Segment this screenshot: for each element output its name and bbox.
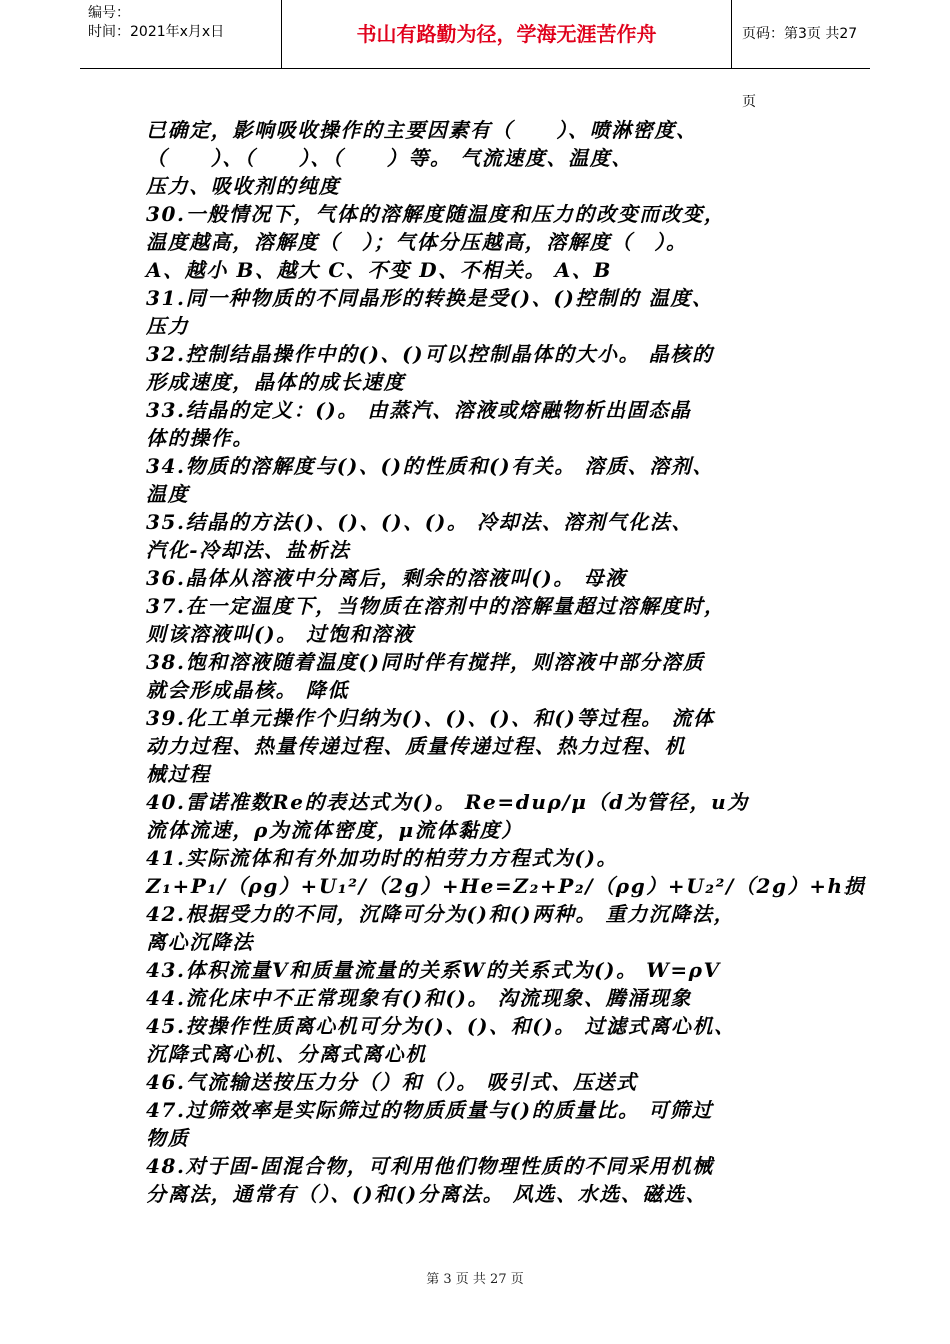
- text-line: 温度: [146, 482, 190, 506]
- text-line: 温度越高，溶解度（ ）；气体分压越高，溶解度（ ）。: [146, 230, 688, 254]
- formula-line: Z₁+P₁/（ρg）+U₁²/（2g）+He=Z₂+P₂/（ρg）+U₂²/（2g）+h损: [146, 874, 866, 898]
- text-line: 离心沉降法: [146, 930, 254, 954]
- text-line: 37.在一定温度下，当物质在溶剂中的溶解量超过溶解度时，: [146, 594, 726, 618]
- text-line: 械过程: [146, 762, 211, 786]
- text-line: 30.一般情况下，气体的溶解度随温度和压力的改变而改变，: [146, 202, 726, 226]
- text-line: 就会形成晶核。 降低: [146, 678, 349, 702]
- text-line: 48.对于固-固混合物，可利用他们物理性质的不同采用机械: [146, 1154, 714, 1178]
- text-line: 32.控制结晶操作中的()、()可以控制晶体的大小。 晶核的: [146, 342, 714, 366]
- page-header: [80, 0, 870, 110]
- text-line: 40.雷诺准数Re的表达式为()。 Re=duρ/μ（d为管径，u为: [146, 790, 749, 814]
- text-line: 体的操作。: [146, 426, 254, 450]
- text-line: 46.气流输送按压力分（）和（）。 吸引式、压送式: [146, 1070, 638, 1094]
- text-line: 43.体积流量V和质量流量的关系W的关系式为()。 W=ρV: [146, 958, 721, 982]
- text-line: 41.实际流体和有外加功时的柏劳力方程式为()。: [146, 846, 619, 870]
- text-line: 42.根据受力的不同，沉降可分为()和()两种。 重力沉降法，: [146, 902, 736, 926]
- text-line: 39.化工单元操作个归纳为()、()、()、和()等过程。 流体: [146, 706, 715, 730]
- text-line: A、越小 B、越大 C、不变 D、不相关。 A、B: [146, 258, 612, 282]
- text-line: 45.按操作性质离心机可分为()、()、和()。 过滤式离心机、: [146, 1014, 736, 1038]
- text-line: 动力过程、热量传递过程、质量传递过程、热力过程、机: [146, 734, 686, 758]
- header-motto: 书山有路勤为径，学海无涯苦作舟: [282, 0, 732, 68]
- text-line: 31.同一种物质的不同晶形的转换是受()、()控制的 温度、: [146, 286, 714, 310]
- code-label: 编号：: [88, 5, 130, 21]
- document-body: [146, 116, 866, 1208]
- text-line: 35.结晶的方法()、()、()、()。 冷却法、溶剂气化法、: [146, 510, 694, 534]
- page-footer: 第 3 页 共 27 页: [426, 1272, 524, 1287]
- text-line: 38.饱和溶液随着温度()同时伴有搅拌，则溶液中部分溶质: [146, 650, 705, 674]
- text-line: 压力: [146, 314, 190, 338]
- text-line: 形成速度，晶体的成长速度: [146, 370, 406, 394]
- text-line: 36.晶体从溶液中分离后，剩余的溶液叫()。 母液: [146, 566, 627, 590]
- text-line: （ ）、（ ）、（ ）等。 气流速度、温度、: [146, 146, 633, 170]
- text-line: 则该溶液叫()。 过饱和溶液: [146, 622, 415, 646]
- text-line: 44.流化床中不正常现象有()和()。 沟流现象、腾涌现象: [146, 986, 693, 1010]
- text-line: 物质: [146, 1126, 190, 1150]
- header-page-info: 页码：第3页 共27页: [742, 26, 858, 110]
- header-meta: [80, 0, 282, 68]
- text-line: 已确定，影响吸收操作的主要因素有（ ）、喷淋密度、: [146, 118, 698, 142]
- text-line: 流体流速，ρ为流体密度，μ流体黏度）: [146, 818, 523, 842]
- time-label: 时间：2021年x月x日: [88, 24, 225, 40]
- text-line: 34.物质的溶解度与()、()的性质和()有关。 溶质、溶剂、: [146, 454, 715, 478]
- text-line: 沉降式离心机、分离式离心机: [146, 1042, 427, 1066]
- text-line: 压力、吸收剂的纯度: [146, 174, 341, 198]
- text-line: 47.过筛效率是实际筛过的物质质量与()的质量比。 可筛过: [146, 1098, 714, 1122]
- text-line: 33.结晶的定义：()。 由蒸汽、溶液或熔融物析出固态晶: [146, 398, 692, 422]
- text-line: 分离法，通常有（）、()和()分离法。 风选、水选、磁选、: [146, 1182, 708, 1206]
- text-line: 汽化-冷却法、盐析法: [146, 538, 351, 562]
